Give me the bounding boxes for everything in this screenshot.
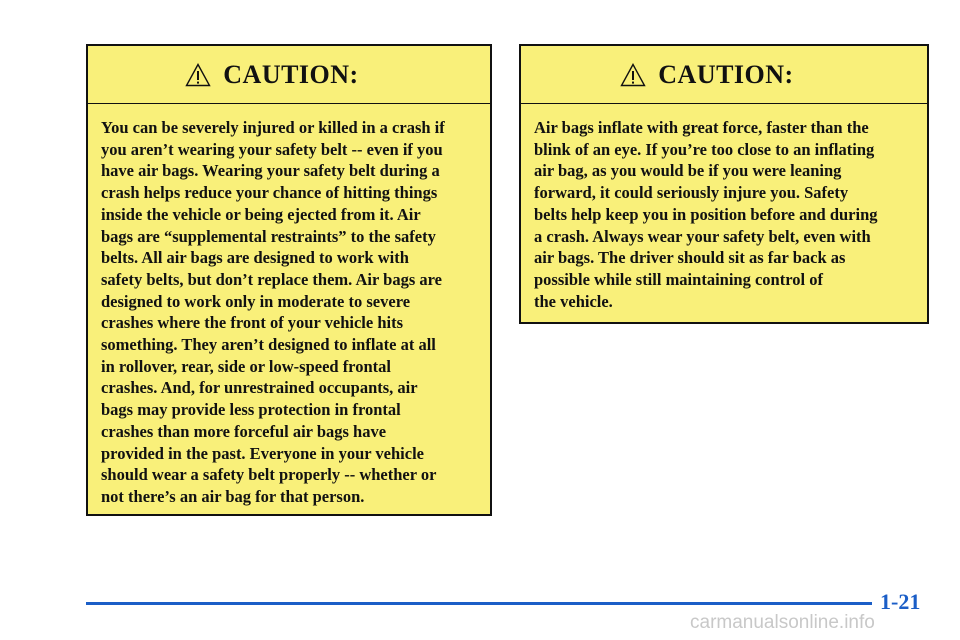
caution-text-line: bags may provide less protection in frontal — [101, 400, 401, 420]
caution-header — [521, 46, 927, 104]
caution-text-line: forward, it could seriously injure you. Safety — [534, 183, 849, 203]
caution-title: CAUTION: — [223, 59, 359, 89]
caution-title: CAUTION: — [658, 59, 794, 89]
caution-text-line: something. They aren’t designed to inflate at all — [101, 335, 436, 355]
caution-box-right — [519, 44, 929, 324]
caution-text-line: you aren’t wearing your safety belt -- even if you — [101, 139, 443, 159]
caution-text-line: air bags. The driver should sit as far back as — [534, 248, 846, 268]
warning-triangle-icon — [185, 63, 211, 87]
caution-text-line: You can be severely injured or killed in a crash if — [101, 118, 445, 137]
caution-text-line: blink of an eye. If you’re too close to an inflating — [534, 139, 875, 159]
caution-text-line: belts help keep you in position before and during — [534, 204, 878, 224]
caution-text — [521, 104, 927, 312]
caution-text-line: bags are “supplemental restraints” to the safety — [101, 226, 436, 246]
caution-text-line: belts. All air bags are designed to work with — [101, 248, 409, 268]
caution-text-line: have air bags. Wearing your safety belt during a — [101, 161, 440, 181]
page-number: 1-21 — [880, 589, 921, 614]
caution-text-line: air bag, as you would be if you were leaning — [534, 161, 842, 181]
caution-text-line: inside the vehicle or being ejected from it. Air — [101, 204, 421, 224]
caution-text-line: in rollover, rear, side or low-speed frontal — [101, 356, 391, 376]
caution-header — [88, 46, 490, 104]
footer-rule — [86, 602, 872, 605]
caution-text-line: should wear a safety belt properly -- whether or — [101, 465, 437, 485]
caution-box-left — [86, 44, 492, 516]
caution-text-line: crashes where the front of your vehicle hits — [101, 313, 404, 333]
caution-text-line: designed to work only in moderate to severe — [101, 291, 411, 311]
watermark: carmanualsonline.info — [690, 612, 875, 633]
caution-text — [88, 104, 490, 508]
caution-text-line: the vehicle. — [534, 291, 613, 311]
caution-text-line: provided in the past. Everyone in your vehicle — [101, 443, 424, 463]
caution-text-line: not there’s an air bag for that person. — [101, 486, 365, 506]
caution-text-line: crashes. And, for unrestrained occupants, air — [101, 378, 418, 398]
caution-text-line: crashes than more forceful air bags have — [101, 421, 387, 441]
caution-text-line: a crash. Always wear your safety belt, even with — [534, 226, 871, 246]
caution-text-line: crash helps reduce your chance of hitting things — [101, 183, 438, 203]
caution-text-line: possible while still maintaining control of — [534, 269, 823, 289]
caution-text-line: Air bags inflate with great force, faster than the — [534, 118, 869, 137]
warning-triangle-icon — [620, 63, 646, 87]
caution-text-line: safety belts, but don’t replace them. Air bags are — [101, 269, 442, 289]
